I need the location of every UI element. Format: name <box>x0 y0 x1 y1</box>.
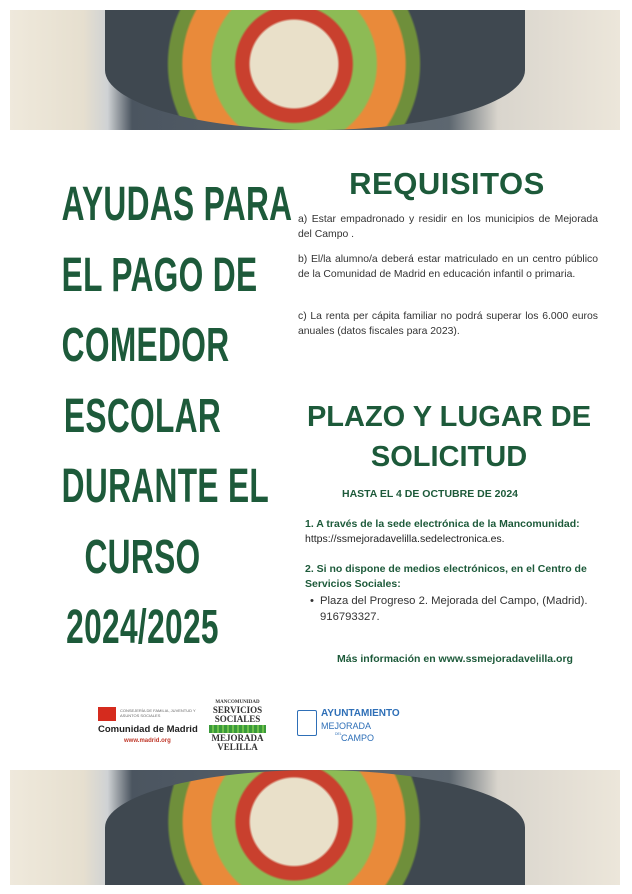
title-line: ESCOLAR <box>63 389 222 443</box>
bowl-shape <box>105 10 525 130</box>
address-item <box>310 593 600 625</box>
logo-text: VELILLA <box>217 742 258 752</box>
logo-text: CONSEJERÍA DE FAMILIA, JUVENTUD Y ASUNTOS SOCIALES <box>120 708 196 718</box>
title-line: CURSO <box>84 530 201 584</box>
logo-text: Comunidad de Madrid <box>98 724 198 735</box>
requisito-a: a) Estar empadronado y residir en los municipios de Mejorada del Campo . <box>298 214 598 240</box>
logo-text: MEJORADA <box>321 721 372 731</box>
logo-text: MEJORADA <box>211 733 264 743</box>
skyline-icon <box>209 725 266 733</box>
logo-text: CAMPO <box>341 733 375 743</box>
food-bowl-image-top <box>10 10 620 130</box>
deadline: HASTA EL 4 DE OCTUBRE DE 2024 <box>341 488 518 500</box>
title-line: AYUDAS PARA <box>61 178 293 231</box>
logo-text: DEL <box>335 732 342 736</box>
requisito-b: b) El/la alumno/a deberá estar matriculado en un centro público de la Comunidad de Madrid en educación infantil o primaria. <box>298 254 598 280</box>
poster-title <box>20 170 293 664</box>
bowl-shape <box>105 770 525 885</box>
option-1 <box>305 517 605 547</box>
logo-text: SERVICIOS <box>212 705 263 715</box>
food-bowl-image-bottom <box>10 770 620 885</box>
requisito-c: c) La renta per cápita familiar no podrá superar los 6.000 euros anuales (datos fiscales para 2023). <box>298 311 598 337</box>
title-line: DURANTE EL <box>61 460 270 513</box>
more-info-link[interactable]: Más información en www.ssmejoradavelilla.org <box>337 653 573 665</box>
address: Plaza del Progreso 2. Mejorada del Campo, (Madrid). 916793327. <box>320 595 588 623</box>
ayuntamiento-logo <box>297 706 407 742</box>
option-2 <box>305 562 595 592</box>
plazo-heading: PLAZO Y LUGAR DE SOLICITUD <box>306 401 592 473</box>
madrid-flag-icon <box>98 707 116 721</box>
sede-url[interactable]: https://ssmejoradavelilla.sedelectronica.es. <box>305 533 505 545</box>
title-line: COMEDOR <box>61 319 230 372</box>
ayuntamiento-emblem-icon <box>297 710 317 736</box>
title-line: EL PAGO DE <box>61 248 258 302</box>
servicios-sociales-logo <box>205 700 270 752</box>
logo-text: MANCOMUNIDAD <box>215 700 260 705</box>
logo-text: AYUNTAMIENTO <box>321 708 400 719</box>
title-line: 2024/2025 <box>66 601 219 654</box>
logo-text: www.madrid.org <box>124 738 171 744</box>
option-2-heading: 2. Si no dispone de medios electrónicos, en el Centro de Servicios Sociales: <box>305 563 587 590</box>
option-1-heading: 1. A través de la sede electrónica de la Mancomunidad: <box>305 518 580 530</box>
bullet-icon: • <box>310 595 314 607</box>
logo-text: SOCIALES <box>214 714 261 724</box>
comunidad-de-madrid-logo <box>96 705 196 750</box>
requisitos-heading: REQUISITOS <box>349 166 545 201</box>
